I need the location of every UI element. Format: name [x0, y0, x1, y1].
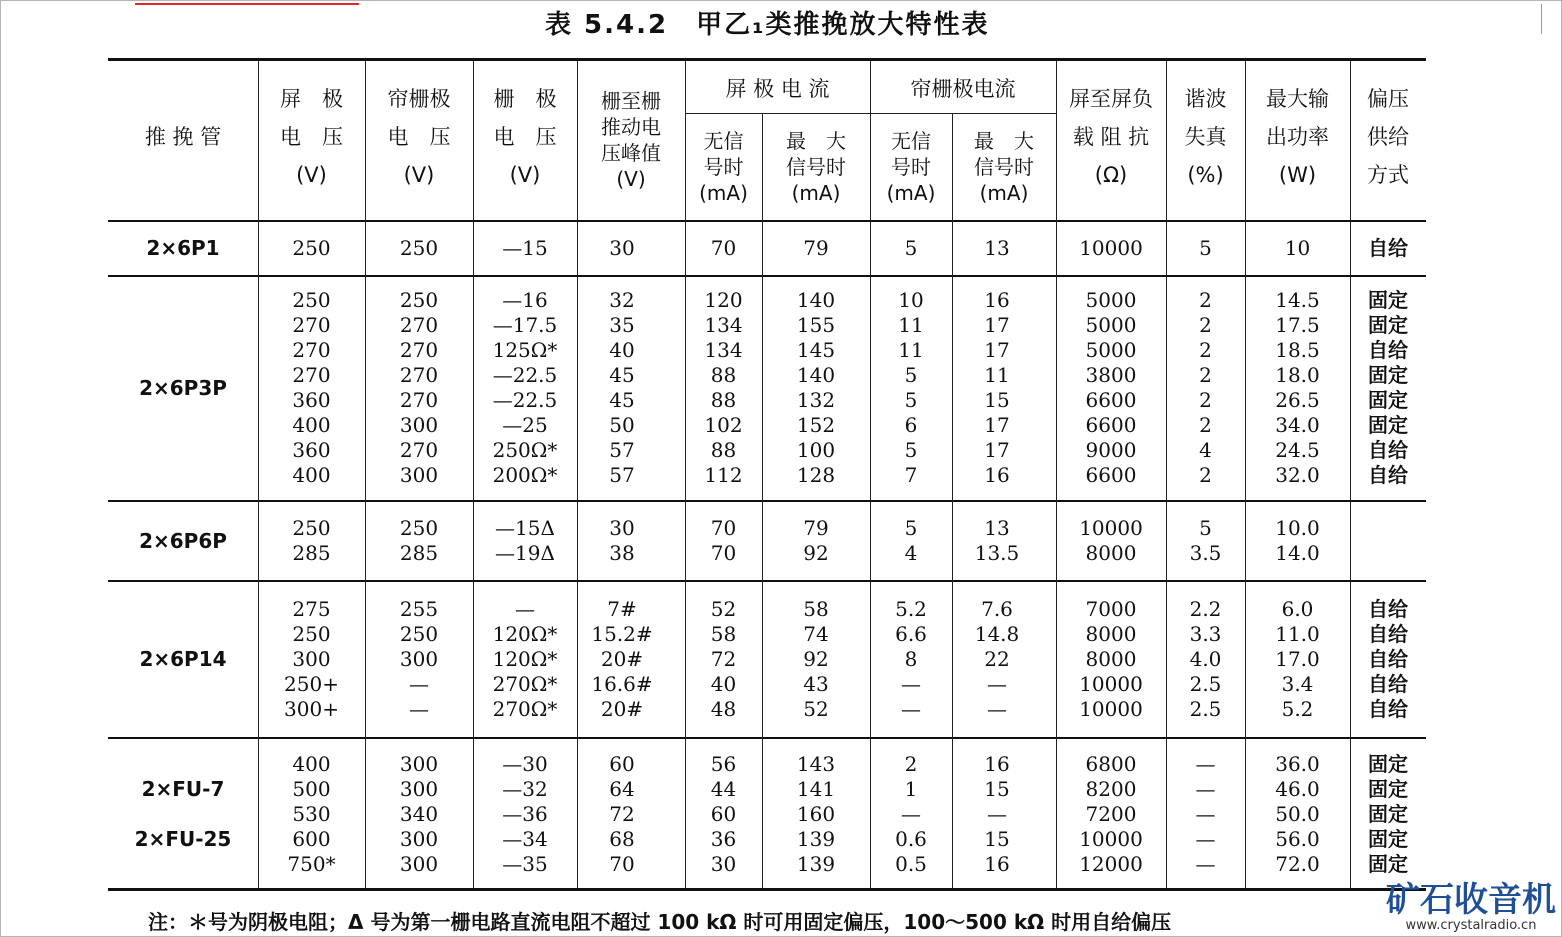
- header-plate-voltage: 屏 极 电 压 (V): [280, 87, 343, 187]
- cell-plate-v: 250 285: [292, 516, 331, 565]
- cell-dist: — — — — —: [1195, 752, 1216, 876]
- cell-is0: 5 4: [904, 516, 918, 565]
- cell-is0: 5.2 6.6 8 — —: [895, 597, 927, 721]
- header-screen-max-signal: 最 大 信号时 (mA): [974, 129, 1034, 205]
- cell-drive: 32 35 40 45 45 50 57 57: [609, 288, 635, 487]
- subheader-rule-plate: [685, 113, 870, 114]
- cell-load: 5000 5000 5000 3800 6600 6600 9000 6600: [1085, 288, 1137, 487]
- cell-drive: 30: [609, 236, 635, 260]
- header-distortion: 谐波 失真 (%): [1184, 87, 1227, 187]
- top-accent-line: [135, 3, 359, 5]
- cell-load: 7000 8000 8000 10000 10000: [1079, 597, 1143, 721]
- cell-ipmax: 79: [803, 236, 829, 260]
- cell-bias: 固定 固定 固定 固定 固定: [1368, 752, 1408, 876]
- cell-bias: 自给 自给 自给 自给 自给: [1368, 597, 1408, 721]
- cell-ismax: 16 17 17 11 15 17 17 16: [984, 288, 1010, 487]
- cell-ipmax: 140 155 145 140 132 152 100 128: [796, 288, 836, 487]
- cell-ipmax: 58 74 92 43 52: [803, 597, 829, 721]
- cell-grid-v: —15: [502, 236, 548, 260]
- header-plate-current: 屏 极 电 流: [725, 77, 830, 101]
- watermark-logo: [1386, 882, 1556, 933]
- cell-ismax: 13: [984, 236, 1010, 260]
- watermark-name: 矿石收音机: [1386, 880, 1556, 920]
- cell-power: 10: [1284, 236, 1311, 260]
- header-tube: 推 挽 管: [144, 125, 222, 149]
- cell-screen-v: 250 285: [399, 516, 439, 565]
- watermark-url: www.crystalradio.cn: [1405, 918, 1537, 933]
- cell-ismax: 16 15 — 15 16: [984, 752, 1010, 876]
- cell-load: 10000: [1079, 236, 1143, 260]
- tube-name: 2×6P1: [146, 236, 220, 260]
- cell-drive: 7# 15.2# 20# 16.6# 20#: [591, 597, 653, 721]
- cell-grid-v: —15Δ —19Δ: [495, 516, 555, 565]
- cell-screen-v: 300 300 340 300 300: [399, 752, 439, 876]
- cell-bias: 自给: [1368, 236, 1408, 260]
- cell-dist: 5: [1199, 236, 1212, 260]
- header-bias: 偏压 供给 方式: [1367, 87, 1409, 187]
- group-rule-2: [108, 500, 1426, 502]
- header-plate-no-signal: 无信 号时 (mA): [699, 129, 748, 205]
- cell-dist: 2 2 2 2 2 2 4 2: [1199, 288, 1212, 487]
- tube-name: 2×6P14: [139, 647, 227, 671]
- cell-load: 10000 8000: [1079, 516, 1143, 565]
- cell-drive: 60 64 72 68 70: [609, 752, 635, 876]
- cell-ismax: 7.6 14.8 22 — —: [974, 597, 1020, 721]
- table-title: 表 5.4.2 甲乙₁类推挽放大特性表: [545, 10, 990, 40]
- cell-power: 6.0 11.0 17.0 3.4 5.2: [1275, 597, 1320, 721]
- cell-plate-v: 275 250 300 250+ 300+: [284, 597, 339, 721]
- cell-ip0: 70 70: [710, 516, 737, 565]
- cell-power: 36.0 46.0 50.0 56.0 72.0: [1275, 752, 1320, 876]
- cell-dist: 2.2 3.3 4.0 2.5 2.5: [1189, 597, 1222, 721]
- cell-ismax: 13 13.5: [974, 516, 1020, 565]
- header-drive-peak: 栅至栅 推动电 压峰值 (V): [601, 89, 661, 191]
- header-screen-voltage: 帘栅极 电 压 (V): [387, 87, 451, 187]
- cell-power: 10.0 14.0: [1275, 516, 1320, 565]
- cell-dist: 5 3.5: [1189, 516, 1222, 565]
- group-rule-4: [108, 737, 1426, 739]
- cell-plate-v: 250: [292, 236, 331, 260]
- header-power: 最大输 出功率 (W): [1266, 87, 1329, 187]
- cell-is0: 10 11 11 5 5 6 5 7: [898, 288, 924, 487]
- header-plate-max-signal: 最 大 信号时 (mA): [786, 129, 846, 205]
- tube-name: 2×6P3P: [139, 375, 227, 400]
- top-rule: [108, 58, 1426, 61]
- cell-ipmax: 79 92: [803, 516, 829, 565]
- footnote: 注：＊号为阴极电阻；Δ 号为第一栅电路直流电阻不超过 100 kΩ 时可用固定偏压，100～500 kΩ 时用自给偏压: [148, 910, 1172, 934]
- cell-grid-v: —30 —32 —36 —34 —35: [502, 752, 548, 876]
- cell-plate-v: 250 270 270 270 360 400 360 400: [292, 288, 331, 487]
- cell-load: 6800 8200 7200 10000 12000: [1079, 752, 1143, 876]
- subheader-rule-screen: [870, 113, 1056, 114]
- header-bottom-rule: [108, 220, 1426, 222]
- cell-screen-v: 250: [399, 236, 439, 260]
- cell-bias: 固定 固定 自给 固定 固定 固定 自给 自给: [1368, 288, 1408, 487]
- tube-name: 2×6P6P: [139, 528, 227, 553]
- cell-ip0: 56 44 60 36 30: [710, 752, 737, 876]
- group-rule-3: [108, 580, 1426, 582]
- header-load: 屏至屏负 载 阻 抗 (Ω): [1069, 87, 1153, 187]
- cell-grid-v: —16 —17.5 125Ω* —22.5 —22.5 —25 250Ω* 200Ω*: [492, 288, 558, 487]
- cell-ipmax: 143 141 160 139 139: [796, 752, 836, 876]
- cell-drive: 30 38: [609, 516, 635, 565]
- group-rule-1: [108, 275, 1426, 277]
- cell-screen-v: 250 270 270 270 270 300 270 300: [399, 288, 439, 487]
- header-grid-voltage: 栅 极 电 压 (V): [493, 87, 557, 187]
- cell-is0: 5: [904, 236, 918, 260]
- cell-power: 14.5 17.5 18.5 18.0 26.5 34.0 24.5 32.0: [1275, 288, 1320, 487]
- cell-ip0: 70: [710, 236, 737, 260]
- window-edge: [1541, 4, 1560, 34]
- header-screen-no-signal: 无信 号时 (mA): [886, 129, 936, 205]
- bottom-rule: [108, 888, 1426, 891]
- cell-grid-v: — 120Ω* 120Ω* 270Ω* 270Ω*: [492, 597, 558, 721]
- cell-screen-v: 255 250 300 — —: [399, 597, 439, 721]
- tube-name: 2×FU-7 2×FU-25: [134, 777, 232, 851]
- cell-is0: 2 1 — 0.6 0.5: [895, 752, 927, 876]
- cell-plate-v: 400 500 530 600 750*: [287, 752, 336, 876]
- cell-ip0: 52 58 72 40 48: [710, 597, 737, 721]
- cell-ip0: 120 134 134 88 88 102 88 112: [704, 288, 743, 487]
- header-screen-current: 帘栅极电流: [910, 77, 1016, 101]
